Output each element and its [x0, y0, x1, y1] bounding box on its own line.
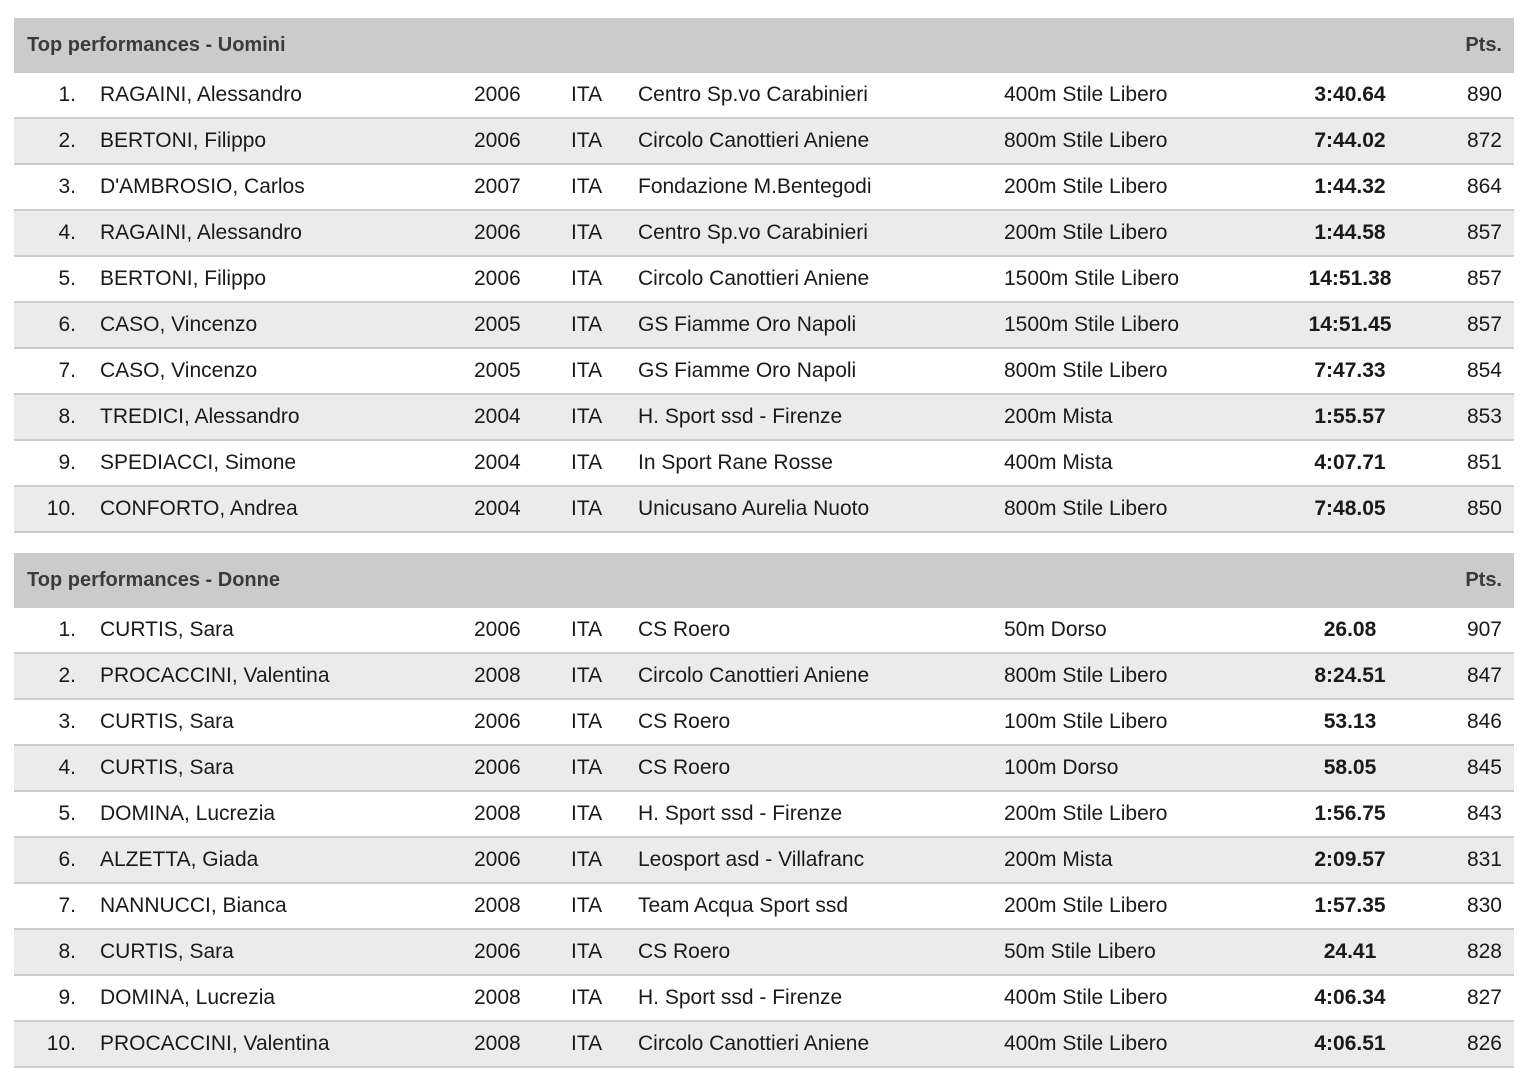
- club-name: H. Sport ssd - Firenze: [638, 802, 843, 825]
- section-title: Top performances - Donne: [27, 569, 280, 591]
- club-name: CS Roero: [638, 756, 731, 779]
- nationality: ITA: [571, 756, 603, 779]
- club-name: Circolo Canottieri Aniene: [638, 129, 870, 152]
- birth-year: 2005: [474, 313, 521, 336]
- result-time: 4:06.51: [1314, 1032, 1386, 1055]
- result-time: 7:47.33: [1314, 359, 1386, 382]
- rank-cell: 7.: [58, 359, 76, 382]
- event-name: 800m Stile Libero: [1004, 497, 1168, 520]
- club-name: GS Fiamme Oro Napoli: [638, 359, 857, 382]
- birth-year: 2008: [474, 664, 521, 687]
- result-time: 8:24.51: [1314, 664, 1386, 687]
- birth-year: 2006: [474, 848, 521, 871]
- event-name: 800m Stile Libero: [1004, 359, 1168, 382]
- result-time: 1:55.57: [1314, 405, 1386, 428]
- birth-year: 2008: [474, 1032, 521, 1055]
- results-table: [14, 73, 1514, 533]
- result-time: 3:40.64: [1314, 83, 1386, 106]
- athlete-name: DOMINA, Lucrezia: [100, 802, 276, 825]
- event-name: 50m Dorso: [1004, 618, 1107, 641]
- club-name: Fondazione M.Bentegodi: [638, 175, 872, 198]
- table-row: [14, 930, 1514, 976]
- rank-cell: 6.: [58, 313, 76, 336]
- rank-cell: 5.: [58, 802, 76, 825]
- section-header: [14, 18, 1514, 73]
- birth-year: 2008: [474, 986, 521, 1009]
- table-row: [14, 1022, 1514, 1068]
- nationality: ITA: [571, 710, 603, 733]
- nationality: ITA: [571, 497, 603, 520]
- athlete-name: CURTIS, Sara: [100, 756, 234, 779]
- table-row: [14, 349, 1514, 395]
- athlete-name: BERTONI, Filippo: [100, 267, 267, 290]
- nationality: ITA: [571, 83, 603, 106]
- rank-cell: 1.: [58, 83, 76, 106]
- event-name: 200m Stile Libero: [1004, 802, 1168, 825]
- club-name: GS Fiamme Oro Napoli: [638, 313, 857, 336]
- section-men: [14, 18, 1514, 533]
- rank-cell: 2.: [58, 129, 76, 152]
- result-time: 1:57.35: [1314, 894, 1386, 917]
- club-name: H. Sport ssd - Firenze: [638, 405, 843, 428]
- section-women: [14, 553, 1514, 1068]
- birth-year: 2008: [474, 894, 521, 917]
- rank-cell: 3.: [58, 710, 76, 733]
- table-row: [14, 976, 1514, 1022]
- event-name: 200m Mista: [1004, 405, 1113, 428]
- athlete-name: DOMINA, Lucrezia: [100, 986, 276, 1009]
- rank-cell: 5.: [58, 267, 76, 290]
- nationality: ITA: [571, 313, 603, 336]
- birth-year: 2006: [474, 710, 521, 733]
- points-value: 843: [1466, 802, 1502, 825]
- athlete-name: PROCACCINI, Valentina: [100, 1032, 330, 1055]
- athlete-name: CASO, Vincenzo: [100, 313, 258, 336]
- points-value: 857: [1466, 267, 1502, 290]
- nationality: ITA: [571, 175, 603, 198]
- points-value: 831: [1466, 848, 1502, 871]
- birth-year: 2005: [474, 359, 521, 382]
- rank-cell: 7.: [58, 894, 76, 917]
- athlete-name: NANNUCCI, Bianca: [100, 894, 287, 917]
- nationality: ITA: [571, 802, 603, 825]
- result-time: 2:09.57: [1314, 848, 1386, 871]
- nationality: ITA: [571, 986, 603, 1009]
- nationality: ITA: [571, 1032, 603, 1055]
- table-row: [14, 395, 1514, 441]
- athlete-name: RAGAINI, Alessandro: [100, 221, 302, 244]
- club-name: Centro Sp.vo Carabinieri: [638, 221, 868, 244]
- birth-year: 2006: [474, 267, 521, 290]
- athlete-name: CURTIS, Sara: [100, 940, 234, 963]
- rank-cell: 4.: [58, 756, 76, 779]
- points-value: 847: [1466, 664, 1502, 687]
- table-row: [14, 487, 1514, 533]
- event-name: 400m Stile Libero: [1004, 83, 1168, 106]
- athlete-name: SPEDIACCI, Simone: [100, 451, 297, 474]
- points-value: 850: [1466, 497, 1502, 520]
- birth-year: 2004: [474, 497, 521, 520]
- birth-year: 2008: [474, 802, 521, 825]
- table-row: [14, 303, 1514, 349]
- rank-cell: 1.: [58, 618, 76, 641]
- athlete-name: CURTIS, Sara: [100, 710, 234, 733]
- points-column-label: Pts.: [1465, 569, 1502, 591]
- club-name: CS Roero: [638, 940, 731, 963]
- birth-year: 2006: [474, 221, 521, 244]
- result-time: 14:51.45: [1308, 313, 1392, 336]
- table-row: [14, 73, 1514, 119]
- points-value: 846: [1466, 710, 1502, 733]
- result-time: 1:56.75: [1314, 802, 1386, 825]
- points-value: 907: [1466, 618, 1502, 641]
- club-name: Team Acqua Sport ssd: [638, 894, 849, 917]
- athlete-name: PROCACCINI, Valentina: [100, 664, 330, 687]
- table-row: [14, 884, 1514, 930]
- table-row: [14, 441, 1514, 487]
- club-name: H. Sport ssd - Firenze: [638, 986, 843, 1009]
- result-time: 7:48.05: [1314, 497, 1386, 520]
- points-value: 857: [1466, 313, 1502, 336]
- points-value: 830: [1466, 894, 1502, 917]
- result-time: 1:44.58: [1314, 221, 1386, 244]
- table-row: [14, 119, 1514, 165]
- rank-cell: 8.: [58, 405, 76, 428]
- event-name: 800m Stile Libero: [1004, 664, 1168, 687]
- birth-year: 2006: [474, 940, 521, 963]
- points-value: 851: [1466, 451, 1502, 474]
- rank-cell: 3.: [58, 175, 76, 198]
- athlete-name: CONFORTO, Andrea: [100, 497, 298, 520]
- points-value: 857: [1466, 221, 1502, 244]
- rank-cell: 10.: [46, 1032, 76, 1055]
- nationality: ITA: [571, 848, 603, 871]
- result-time: 4:07.71: [1314, 451, 1386, 474]
- rank-cell: 9.: [58, 451, 76, 474]
- result-time: 53.13: [1323, 710, 1377, 733]
- athlete-name: RAGAINI, Alessandro: [100, 83, 302, 106]
- athlete-name: CURTIS, Sara: [100, 618, 234, 641]
- event-name: 100m Stile Libero: [1004, 710, 1168, 733]
- nationality: ITA: [571, 359, 603, 382]
- nationality: ITA: [571, 451, 603, 474]
- club-name: CS Roero: [638, 710, 731, 733]
- points-column-label: Pts.: [1465, 34, 1502, 56]
- event-name: 100m Dorso: [1004, 756, 1119, 779]
- rank-cell: 2.: [58, 664, 76, 687]
- event-name: 1500m Stile Libero: [1004, 267, 1180, 290]
- athlete-name: BERTONI, Filippo: [100, 129, 267, 152]
- result-time: 58.05: [1323, 756, 1377, 779]
- club-name: Unicusano Aurelia Nuoto: [638, 497, 870, 520]
- section-title: Top performances - Uomini: [27, 34, 286, 56]
- club-name: Centro Sp.vo Carabinieri: [638, 83, 868, 106]
- event-name: 200m Stile Libero: [1004, 175, 1168, 198]
- birth-year: 2004: [474, 405, 521, 428]
- points-value: 828: [1466, 940, 1502, 963]
- birth-year: 2007: [474, 175, 521, 198]
- birth-year: 2006: [474, 756, 521, 779]
- points-value: 864: [1466, 175, 1502, 198]
- event-name: 200m Mista: [1004, 848, 1113, 871]
- club-name: Circolo Canottieri Aniene: [638, 267, 870, 290]
- nationality: ITA: [571, 894, 603, 917]
- athlete-name: CASO, Vincenzo: [100, 359, 258, 382]
- event-name: 800m Stile Libero: [1004, 129, 1168, 152]
- rank-cell: 9.: [58, 986, 76, 1009]
- result-time: 26.08: [1323, 618, 1377, 641]
- result-time: 4:06.34: [1314, 986, 1386, 1009]
- athlete-name: TREDICI, Alessandro: [100, 405, 300, 428]
- table-row: [14, 257, 1514, 303]
- event-name: 400m Mista: [1004, 451, 1113, 474]
- rank-cell: 6.: [58, 848, 76, 871]
- result-time: 7:44.02: [1314, 129, 1386, 152]
- athlete-name: ALZETTA, Giada: [100, 848, 259, 871]
- result-time: 1:44.32: [1314, 175, 1386, 198]
- table-row: [14, 746, 1514, 792]
- nationality: ITA: [571, 221, 603, 244]
- result-time: 24.41: [1323, 940, 1377, 963]
- nationality: ITA: [571, 618, 603, 641]
- points-value: 854: [1466, 359, 1502, 382]
- table-row: [14, 838, 1514, 884]
- club-name: Circolo Canottieri Aniene: [638, 664, 870, 687]
- points-value: 845: [1466, 756, 1502, 779]
- points-value: 826: [1466, 1032, 1502, 1055]
- points-value: 890: [1466, 83, 1502, 106]
- event-name: 400m Stile Libero: [1004, 986, 1168, 1009]
- nationality: ITA: [571, 405, 603, 428]
- athlete-name: D'AMBROSIO, Carlos: [100, 175, 305, 198]
- event-name: 1500m Stile Libero: [1004, 313, 1180, 336]
- nationality: ITA: [571, 940, 603, 963]
- event-name: 200m Stile Libero: [1004, 221, 1168, 244]
- table-row: [14, 654, 1514, 700]
- section-header: [14, 553, 1514, 608]
- birth-year: 2006: [474, 83, 521, 106]
- event-name: 200m Stile Libero: [1004, 894, 1168, 917]
- nationality: ITA: [571, 267, 603, 290]
- rank-cell: 4.: [58, 221, 76, 244]
- table-row: [14, 165, 1514, 211]
- points-value: 853: [1466, 405, 1502, 428]
- event-name: 400m Stile Libero: [1004, 1032, 1168, 1055]
- birth-year: 2004: [474, 451, 521, 474]
- club-name: Circolo Canottieri Aniene: [638, 1032, 870, 1055]
- table-row: [14, 792, 1514, 838]
- result-time: 14:51.38: [1308, 267, 1392, 290]
- points-value: 872: [1466, 129, 1502, 152]
- rank-cell: 10.: [46, 497, 76, 520]
- table-row: [14, 608, 1514, 654]
- event-name: 50m Stile Libero: [1004, 940, 1156, 963]
- club-name: In Sport Rane Rosse: [638, 451, 833, 474]
- nationality: ITA: [571, 664, 603, 687]
- birth-year: 2006: [474, 618, 521, 641]
- club-name: Leosport asd - Villafranc: [638, 848, 865, 871]
- results-table: [14, 608, 1514, 1068]
- table-row: [14, 700, 1514, 746]
- points-value: 827: [1466, 986, 1502, 1009]
- birth-year: 2006: [474, 129, 521, 152]
- rank-cell: 8.: [58, 940, 76, 963]
- nationality: ITA: [571, 129, 603, 152]
- club-name: CS Roero: [638, 618, 731, 641]
- table-row: [14, 211, 1514, 257]
